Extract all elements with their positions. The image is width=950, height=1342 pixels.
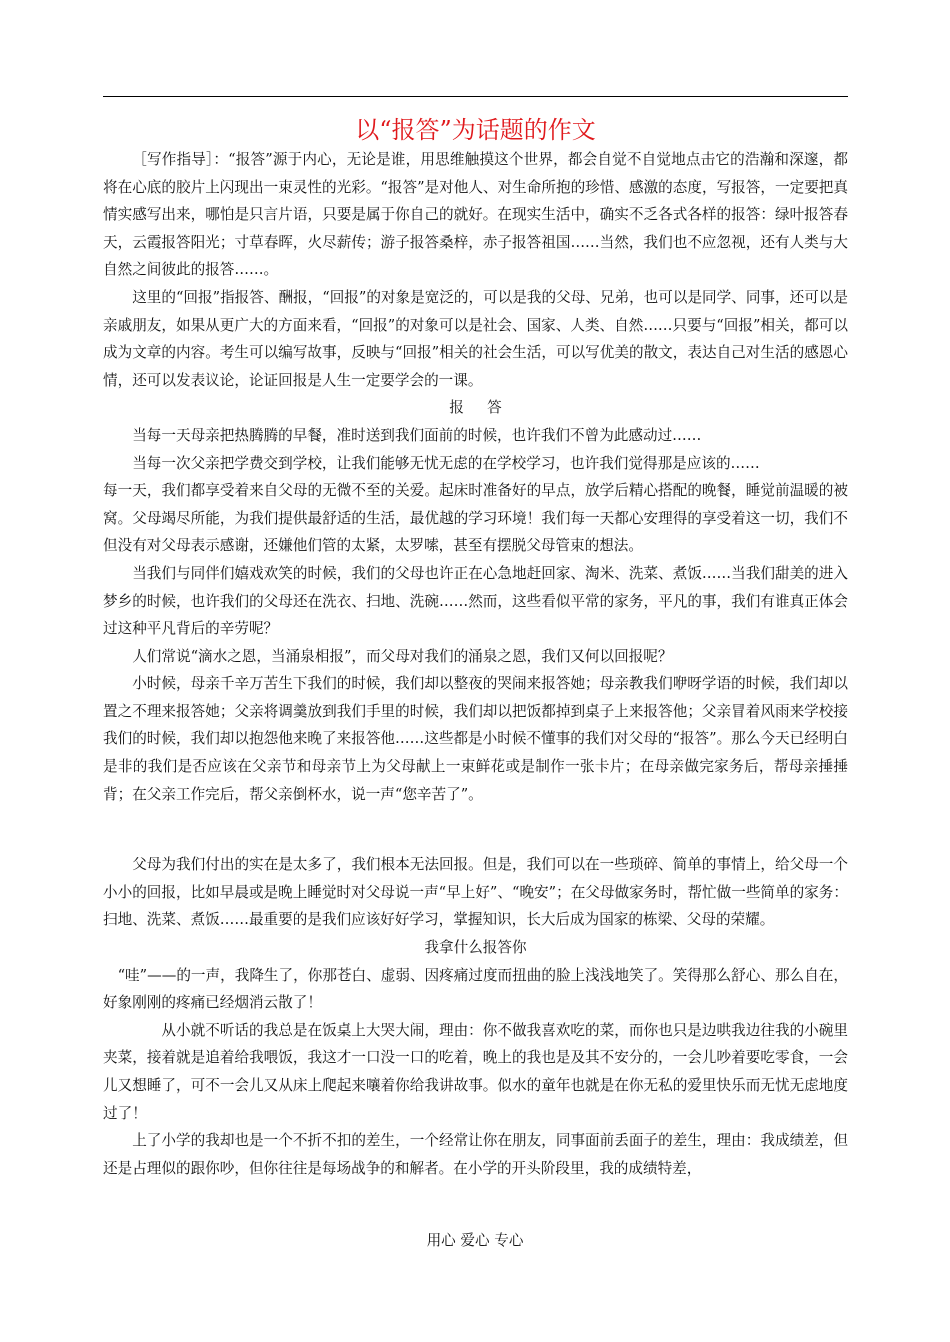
essay-paragraph: 当每一天母亲把热腾腾的早餐，准时送到我们面前的时候，也许我们不曾为此感动过…… (132, 426, 702, 444)
writing-guide-paragraph: ［写作指导］：“报答”源于内心，无论是谁，用思维触摸这个世界，都会自觉不自觉地点击它的浩瀚和深邃，都将在心底的胶片上闪现出一束灵性的光彩。“报答”是对他人、对生命所抱的珍惜、感激的态度，写报答，一定要把真情实感写出来，哪怕是只言片语，只要是属于你自己的就好。在现实生活中，确实不乏各式各样的报答：绿叶报答春天，云霞报答阳光；寸草春晖，火尽薪传；游子报答桑梓，赤子报答祖国……当然，我们也不应忽视，还有人类与大自然之间彼此的报答……。 (103, 151, 848, 279)
essay-paragraph: “哇”——的一声，我降生了，你那苍白、虚弱、因疼痛过度而扭曲的脸上浅浅地笑了。笑得那么舒心、那么自在，好象刚刚的疼痛已经烟消云散了！ (103, 966, 848, 1012)
paragraph-gap (103, 808, 848, 851)
header-rule (103, 96, 848, 97)
page-footer: 用心 爱心 专心 (426, 1232, 524, 1249)
essay-paragraph: 当每一次父亲把学费交到学校，让我们能够无忧无虑的在学校学习，也许我们觉得那是应该的…… (132, 454, 760, 472)
essay-heading: 我拿什么报答你 (424, 939, 527, 957)
essay-paragraph: 父母为我们付出的实在是太多了，我们根本无法回报。但是，我们可以在一些琐碎、简单的事情上，给父母一个小小的回报，比如早晨或是晚上睡觉时对父母说一声“早上好”、“晚安”；在父母做家务时，帮忙做一些简单的家务：扫地、洗菜、煮饭……最重要的是我们应该好好学习，掌握知识，长大后成为国家的栋梁、父母的荣耀。 (103, 856, 848, 929)
writing-guide-paragraph: 这里的“回报”指报答、酬报，“回报”的对象是宽泛的，可以是我的父母、兄弟，也可以是同学、同事，还可以是亲戚朋友，如果从更广大的方面来看，“回报”的对象可以是社会、国家、人类、自然……只要与“回报”相关，都可以成为文章的内容。考生可以编写故事，反映与“回报”相关的社会生活，可以写优美的散文，表达自己对生活的感恩心情，还可以发表议论，论证回报是人生一定要学会的一课。 (103, 288, 848, 389)
essay-heading: 报答 (449, 399, 526, 417)
document-body (103, 146, 848, 1182)
essay-paragraph: 每一天，我们都享受着来自父母的无微不至的关爱。起床时准备好的早点，放学后精心搭配的晚餐，睡觉前温暖的被窝。父母竭尽所能，为我们提供最舒适的生活，最优越的学习环境！我们每一天都心安理得的享受着这一切，我们不但没有对父母表示感谢，还嫌他们管的太紧，太罗嗦，甚至有摆脱父母管束的想法。 (103, 482, 848, 555)
page-title: 以“报答”为话题的作文 (355, 116, 596, 144)
essay-paragraph: 人们常说“滴水之恩，当涌泉相报”，而父母对我们的涌泉之恩，我们又何以回报呢？ (132, 647, 673, 665)
essay-paragraph: 上了小学的我却也是一个不折不扣的差生，一个经常让你在朋友，同事面前丢面子的差生，理由：我成绩差，但还是占理似的跟你吵，但你往往是每场战争的和解者。在小学的开头阶段里，我的成绩特差， (103, 1132, 848, 1177)
essay-paragraph: 小时候，母亲千辛万苦生下我们的时候，我们却以整夜的哭闹来报答她；母亲教我们咿呀学语的时候，我们却以置之不理来报答她；父亲将调羹放到我们手里的时候，我们却以把饭都掉到桌子上来报答他；父亲冒着风雨来学校接我们的时候，我们却以抱怨他来晚了来报答他……这些都是小时候不懂事的我们对父母的“报答”。那么今天已经明白是非的我们是否应该在父亲节和母亲节上为父母献上一束鲜花或是制作一张卡片；在母亲做完家务后，帮母亲捶捶背；在父亲工作完后，帮父亲倒杯水，说一声“您辛苦了”。 (103, 675, 848, 803)
essay-paragraph: 从小就不听话的我总是在饭桌上大哭大闹，理由：你不做我喜欢吃的菜，而你也只是边哄我边往我的小碗里夹菜，接着就是追着给我喂饭，我这才一口没一口的吃着，晚上的我也是及其不安分的，一会儿吵着要吃零食，一会儿又想睡了，可不一会儿又从床上爬起来嚷着你给我讲故事。似水的童年也就是在你无私的爱里快乐而无忧无虑地度过了！ (103, 1021, 848, 1122)
essay-paragraph: 当我们与同伴们嬉戏欢笑的时候，我们的父母也许正在心急地赶回家、淘米、洗菜、煮饭……当我们甜美的进入梦乡的时候，也许我们的父母还在洗衣、扫地、洗碗……然而，这些看似平常的家务，平凡的事，我们有谁真正体会过这种平凡背后的辛劳呢？ (103, 564, 848, 638)
